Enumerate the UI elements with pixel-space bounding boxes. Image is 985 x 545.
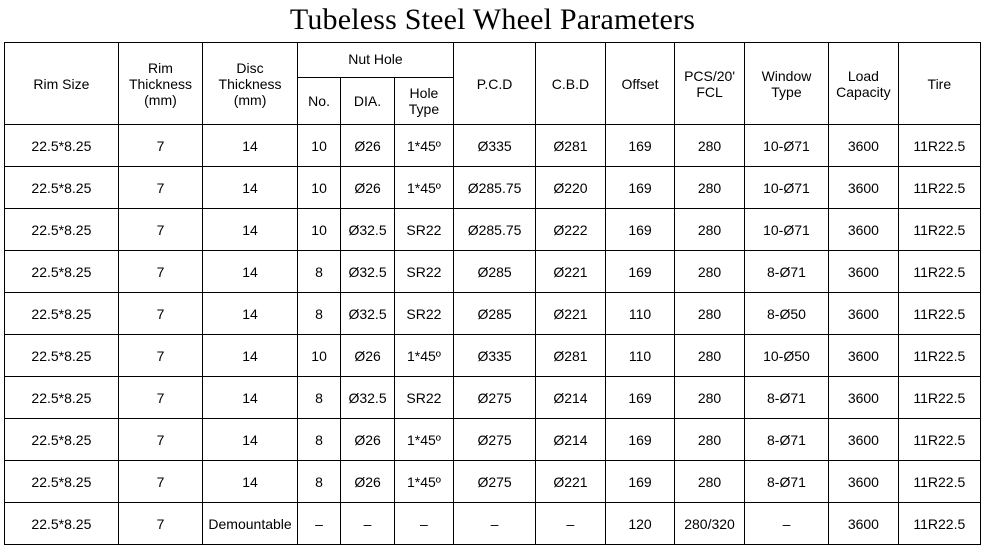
cell-pcd: Ø275 [453, 419, 535, 461]
cell-rim-size: 22.5*8.25 [5, 209, 119, 251]
cell-offset: 110 [605, 293, 675, 335]
header-nut-hole-dia: DIA. [341, 78, 395, 125]
header-load-line1: Load [847, 67, 879, 84]
cell-load-capacity: 3600 [829, 461, 899, 503]
cell-hole-type: SR22 [394, 293, 453, 335]
cell-nut-no: – [297, 503, 340, 545]
cell-pcs: 280 [675, 125, 745, 167]
header-pcs-line1: PCS/20' [684, 67, 735, 84]
cell-rim-thickness: 7 [118, 167, 202, 209]
cell-tire: 11R22.5 [898, 125, 980, 167]
cell-disc-thickness: 14 [203, 209, 298, 251]
header-tire: Tire [898, 43, 980, 125]
header-disc-thickness-line3: (mm) [233, 91, 267, 108]
table-header [5, 43, 981, 125]
cell-disc-thickness: 14 [203, 251, 298, 293]
header-pcd: P.C.D [453, 43, 535, 125]
cell-load-capacity: 3600 [829, 419, 899, 461]
cell-hole-type: 1*45º [394, 167, 453, 209]
cell-nut-dia: Ø26 [341, 461, 395, 503]
cell-rim-size: 22.5*8.25 [5, 167, 119, 209]
cell-nut-dia: Ø26 [341, 167, 395, 209]
cell-nut-dia: – [341, 503, 395, 545]
cell-cbd: Ø214 [536, 377, 606, 419]
header-pcs-per-fcl [675, 43, 745, 125]
cell-tire: 11R22.5 [898, 251, 980, 293]
cell-rim-thickness: 7 [118, 125, 202, 167]
table-row [5, 461, 981, 503]
cell-offset: 169 [605, 419, 675, 461]
cell-tire: 11R22.5 [898, 461, 980, 503]
table-row [5, 335, 981, 377]
cell-disc-thickness: 14 [203, 461, 298, 503]
cell-rim-size: 22.5*8.25 [5, 125, 119, 167]
cell-offset: 169 [605, 461, 675, 503]
cell-offset: 120 [605, 503, 675, 545]
cell-cbd: – [536, 503, 606, 545]
cell-nut-no: 10 [297, 335, 340, 377]
cell-tire: 11R22.5 [898, 209, 980, 251]
cell-hole-type: 1*45º [394, 335, 453, 377]
cell-pcd: Ø285.75 [453, 167, 535, 209]
cell-rim-thickness: 7 [118, 293, 202, 335]
cell-offset: 169 [605, 167, 675, 209]
cell-nut-dia: Ø26 [341, 125, 395, 167]
header-disc-thickness [203, 43, 298, 125]
header-load-line2: Capacity [836, 83, 891, 100]
cell-window-type: 8-Ø71 [744, 419, 828, 461]
header-window-type [744, 43, 828, 125]
cell-pcd: Ø335 [453, 125, 535, 167]
header-hole-type-line1: Hole [409, 85, 439, 101]
header-pcs-line2: FCL [696, 83, 723, 100]
cell-window-type: 8-Ø50 [744, 293, 828, 335]
table-row [5, 167, 981, 209]
cell-offset: 110 [605, 335, 675, 377]
cell-pcd: Ø335 [453, 335, 535, 377]
cell-rim-thickness: 7 [118, 251, 202, 293]
cell-cbd: Ø281 [536, 335, 606, 377]
cell-nut-no: 8 [297, 419, 340, 461]
cell-tire: 11R22.5 [898, 335, 980, 377]
cell-cbd: Ø281 [536, 125, 606, 167]
cell-window-type: 10-Ø71 [744, 125, 828, 167]
table-row [5, 377, 981, 419]
cell-rim-thickness: 7 [118, 419, 202, 461]
cell-disc-thickness: 14 [203, 293, 298, 335]
cell-hole-type: SR22 [394, 209, 453, 251]
cell-load-capacity: 3600 [829, 209, 899, 251]
cell-pcs: 280/320 [675, 503, 745, 545]
cell-window-type: 10-Ø71 [744, 209, 828, 251]
cell-pcs: 280 [675, 293, 745, 335]
cell-offset: 169 [605, 125, 675, 167]
header-disc-thickness-line2: Thickness [218, 75, 282, 92]
cell-disc-thickness: 14 [203, 419, 298, 461]
table-row [5, 419, 981, 461]
header-hole-type-line2: Type [408, 101, 440, 117]
cell-disc-thickness: 14 [203, 377, 298, 419]
header-load-capacity [829, 43, 899, 125]
cell-tire: 11R22.5 [898, 293, 980, 335]
cell-nut-dia: Ø32.5 [341, 293, 395, 335]
cell-hole-type: – [394, 503, 453, 545]
cell-disc-thickness: 14 [203, 125, 298, 167]
cell-nut-no: 8 [297, 461, 340, 503]
cell-load-capacity: 3600 [829, 377, 899, 419]
cell-nut-dia: Ø32.5 [341, 377, 395, 419]
cell-hole-type: SR22 [394, 251, 453, 293]
cell-pcs: 280 [675, 377, 745, 419]
header-offset: Offset [605, 43, 675, 125]
cell-window-type: 8-Ø71 [744, 251, 828, 293]
header-cbd: C.B.D [536, 43, 606, 125]
table-row [5, 251, 981, 293]
header-rim-thickness-line2: Thickness [128, 75, 192, 92]
cell-window-type: 10-Ø50 [744, 335, 828, 377]
header-nut-hole-no: No. [297, 78, 340, 125]
cell-offset: 169 [605, 377, 675, 419]
cell-nut-no: 10 [297, 125, 340, 167]
cell-pcs: 280 [675, 209, 745, 251]
cell-hole-type: 1*45º [394, 461, 453, 503]
cell-window-type: 8-Ø71 [744, 377, 828, 419]
cell-cbd: Ø221 [536, 461, 606, 503]
cell-offset: 169 [605, 209, 675, 251]
header-rim-thickness-line3: (mm) [144, 91, 177, 108]
cell-pcs: 280 [675, 167, 745, 209]
cell-rim-size: 22.5*8.25 [5, 293, 119, 335]
cell-cbd: Ø222 [536, 209, 606, 251]
header-nut-hole-group: Nut Hole [297, 43, 453, 78]
cell-disc-thickness: 14 [203, 335, 298, 377]
cell-hole-type: SR22 [394, 377, 453, 419]
cell-nut-dia: Ø26 [341, 335, 395, 377]
cell-pcd: – [453, 503, 535, 545]
cell-nut-no: 10 [297, 209, 340, 251]
cell-rim-thickness: 7 [118, 461, 202, 503]
cell-hole-type: 1*45º [394, 125, 453, 167]
cell-nut-no: 8 [297, 377, 340, 419]
cell-cbd: Ø221 [536, 293, 606, 335]
cell-pcs: 280 [675, 335, 745, 377]
header-nut-hole-type [394, 78, 453, 125]
cell-window-type: 10-Ø71 [744, 167, 828, 209]
cell-disc-thickness: Demountable [203, 503, 298, 545]
header-disc-thickness-line1: Disc [236, 59, 264, 76]
cell-window-type: 8-Ø71 [744, 461, 828, 503]
cell-rim-thickness: 7 [118, 335, 202, 377]
cell-pcd: Ø275 [453, 461, 535, 503]
header-window-line1: Window [761, 67, 812, 84]
cell-load-capacity: 3600 [829, 125, 899, 167]
cell-load-capacity: 3600 [829, 293, 899, 335]
cell-nut-no: 10 [297, 167, 340, 209]
cell-pcs: 280 [675, 461, 745, 503]
cell-rim-size: 22.5*8.25 [5, 251, 119, 293]
wheel-parameters-table [4, 42, 981, 545]
table-body [5, 125, 981, 545]
cell-load-capacity: 3600 [829, 167, 899, 209]
cell-rim-size: 22.5*8.25 [5, 419, 119, 461]
cell-disc-thickness: 14 [203, 167, 298, 209]
cell-nut-dia: Ø32.5 [341, 209, 395, 251]
header-rim-thickness-line1: Rim [148, 59, 173, 76]
cell-rim-size: 22.5*8.25 [5, 377, 119, 419]
cell-load-capacity: 3600 [829, 503, 899, 545]
cell-nut-no: 8 [297, 251, 340, 293]
cell-rim-size: 22.5*8.25 [5, 503, 119, 545]
table-row [5, 293, 981, 335]
cell-tire: 11R22.5 [898, 419, 980, 461]
cell-rim-thickness: 7 [118, 503, 202, 545]
cell-hole-type: 1*45º [394, 419, 453, 461]
cell-offset: 169 [605, 251, 675, 293]
cell-pcd: Ø285 [453, 251, 535, 293]
page-title: Tubeless Steel Wheel Parameters [289, 3, 696, 36]
cell-tire: 11R22.5 [898, 377, 980, 419]
cell-rim-thickness: 7 [118, 209, 202, 251]
cell-window-type: – [744, 503, 828, 545]
cell-rim-size: 22.5*8.25 [5, 461, 119, 503]
cell-cbd: Ø214 [536, 419, 606, 461]
cell-tire: 11R22.5 [898, 167, 980, 209]
cell-tire: 11R22.5 [898, 503, 980, 545]
table-row [5, 503, 981, 545]
header-rim-size: Rim Size [5, 43, 119, 125]
cell-pcd: Ø285 [453, 293, 535, 335]
cell-rim-thickness: 7 [118, 377, 202, 419]
cell-pcs: 280 [675, 251, 745, 293]
cell-rim-size: 22.5*8.25 [5, 335, 119, 377]
cell-load-capacity: 3600 [829, 335, 899, 377]
cell-nut-no: 8 [297, 293, 340, 335]
table-row [5, 125, 981, 167]
table-header-row-1 [5, 43, 981, 78]
cell-nut-dia: Ø26 [341, 419, 395, 461]
header-window-line2: Type [771, 83, 802, 100]
cell-pcs: 280 [675, 419, 745, 461]
cell-cbd: Ø221 [536, 251, 606, 293]
cell-pcd: Ø285.75 [453, 209, 535, 251]
cell-cbd: Ø220 [536, 167, 606, 209]
header-rim-thickness [118, 43, 202, 125]
table-row [5, 209, 981, 251]
cell-load-capacity: 3600 [829, 251, 899, 293]
cell-pcd: Ø275 [453, 377, 535, 419]
cell-nut-dia: Ø32.5 [341, 251, 395, 293]
